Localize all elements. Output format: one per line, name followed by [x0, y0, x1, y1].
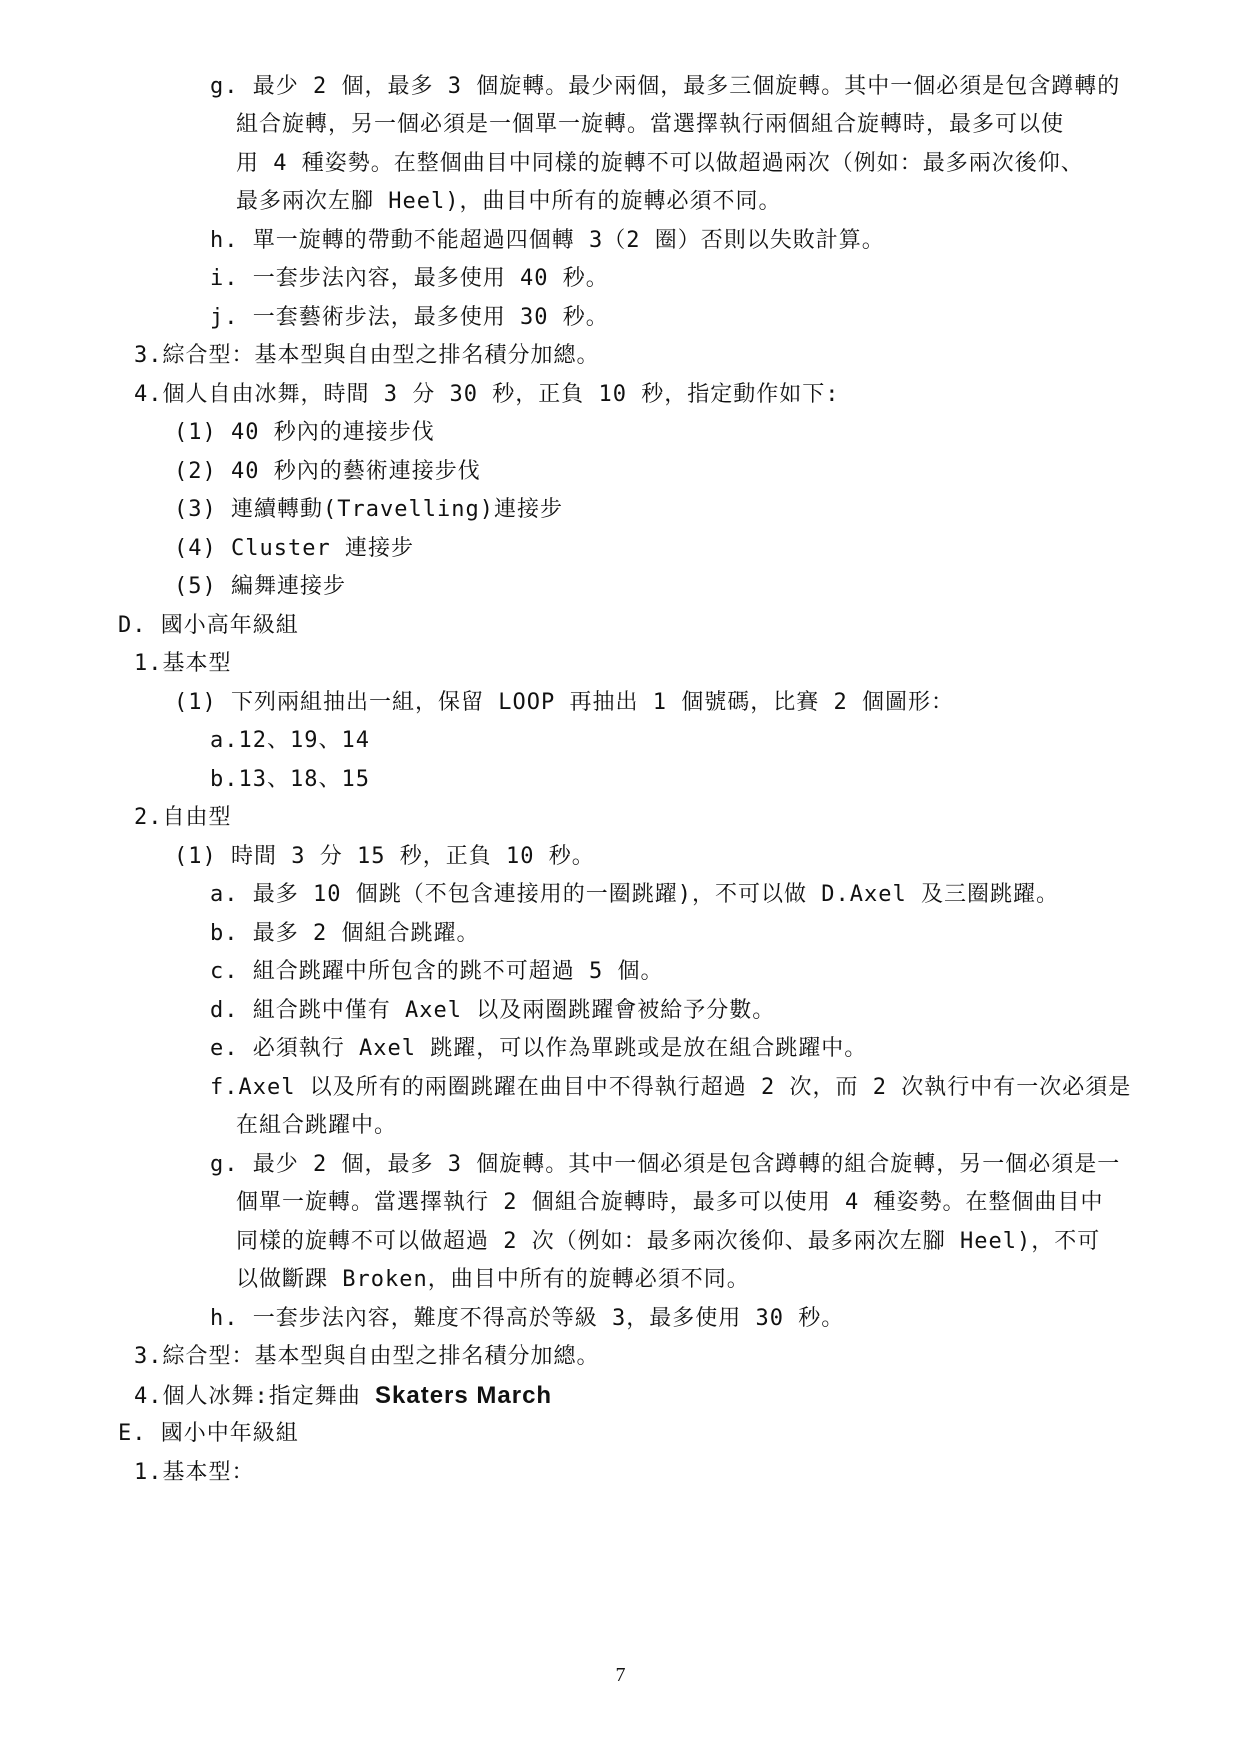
list-item-b — [210, 919, 480, 949]
page-number: 7 — [615, 1664, 626, 1686]
list-item-e — [210, 1034, 867, 1064]
item-text: 自由型 — [162, 805, 232, 830]
sub-item-5 — [174, 572, 346, 602]
song-title: Skaters March — [375, 1382, 553, 1409]
item-text: 一套步法內容，最多使用 40 秒。 — [252, 266, 609, 291]
item-marker: 2. — [134, 805, 163, 830]
item-marker: 1. — [134, 651, 163, 676]
item-marker: i. — [210, 266, 239, 291]
item-marker: j. — [210, 305, 239, 330]
list-item-j — [210, 303, 609, 333]
list-item-continuation — [236, 1111, 397, 1141]
item-marker: (3) — [174, 497, 217, 522]
item-marker: 3. — [134, 343, 163, 368]
item-text: 組合旋轉，另一個必須是一個單一旋轉。當選擇執行兩個組合旋轉時，最多可以使 — [236, 112, 1065, 137]
item-marker: (1) — [174, 844, 217, 869]
item-marker: h. — [210, 1306, 239, 1331]
item-text: 基本型： — [162, 1460, 255, 1485]
item-text: 在組合跳躍中。 — [236, 1113, 398, 1138]
item-marker: (4) — [174, 536, 217, 561]
list-item-g — [210, 1150, 1120, 1180]
item-text: Cluster 連接步 — [231, 536, 414, 561]
item-text: Axel 以及所有的兩圈跳躍在曲目中不得執行超過 2 次，而 2 次執行中有一次必須是 — [238, 1075, 1132, 1100]
list-item-b — [210, 765, 370, 795]
item-marker: (1) — [174, 420, 217, 445]
item-marker: g. — [210, 74, 239, 99]
item-text: 連續轉動(Travelling)連接步 — [231, 497, 563, 522]
numbered-item-1 — [134, 1458, 255, 1488]
item-marker: b. — [210, 921, 239, 946]
item-text: 時間 3 分 15 秒，正負 10 秒。 — [231, 844, 595, 869]
item-text: 同樣的旋轉不可以做超過 2 次（例如：最多兩次後仰、最多兩次左腳 Heel)，不可 — [236, 1229, 1101, 1254]
numbered-item-4 — [134, 1381, 552, 1412]
list-item-i — [210, 264, 609, 294]
section-marker: D. — [118, 613, 147, 638]
item-marker: 4. — [134, 382, 163, 407]
section-title: 國小中年級組 — [160, 1421, 299, 1446]
sub-item-1 — [174, 842, 595, 872]
item-text: 綜合型：基本型與自由型之排名積分加總。 — [162, 1344, 600, 1369]
sub-item-1 — [174, 418, 435, 448]
item-marker: b. — [210, 767, 239, 792]
item-text: 基本型 — [162, 651, 232, 676]
list-item-a — [210, 880, 1059, 910]
item-text: 最少 2 個，最多 3 個旋轉。最少兩個，最多三個旋轉。其中一個必須是包含蹲轉的 — [252, 74, 1121, 99]
item-text: 用 4 種姿勢。在整個曲目中同樣的旋轉不可以做超過兩次（例如：最多兩次後仰、 — [236, 151, 1084, 176]
item-marker: c. — [210, 959, 239, 984]
item-text: 組合跳中僅有 Axel 以及兩圈跳躍會被給予分數。 — [252, 998, 776, 1023]
list-item-g — [210, 72, 1120, 102]
item-text: 組合跳躍中所包含的跳不可超過 5 個。 — [252, 959, 664, 984]
list-item-d — [210, 996, 775, 1026]
item-text: 最少 2 個，最多 3 個旋轉。其中一個必須是包含蹲轉的組合旋轉，另一個必須是一 — [252, 1152, 1121, 1177]
numbered-item-3 — [134, 341, 600, 371]
item-text: 個人冰舞:指定舞曲 — [162, 1384, 375, 1409]
item-marker: (2) — [174, 459, 217, 484]
item-marker: 3. — [134, 1344, 163, 1369]
list-item-h — [210, 1304, 844, 1334]
sub-item-2 — [174, 457, 481, 487]
item-text: 必須執行 Axel 跳躍，可以作為單跳或是放在組合跳躍中。 — [252, 1036, 868, 1061]
numbered-item-2 — [134, 803, 232, 833]
item-marker: (1) — [174, 690, 217, 715]
item-text: 一套步法內容，難度不得高於等級 3，最多使用 30 秒。 — [252, 1306, 845, 1331]
list-item-continuation — [236, 1265, 750, 1295]
list-item-f — [210, 1073, 1131, 1103]
list-item-continuation — [236, 187, 781, 217]
item-marker: a. — [210, 728, 239, 753]
sub-item-1 — [174, 688, 954, 718]
item-marker: d. — [210, 998, 239, 1023]
item-marker: (5) — [174, 574, 217, 599]
list-item-h — [210, 226, 885, 256]
item-text: 最多 10 個跳（不包含連接用的一圈跳躍)，不可以做 D.Axel 及三圈跳躍。 — [252, 882, 1059, 907]
item-text: 個單一旋轉。當選擇執行 2 個組合旋轉時，最多可以使用 4 種姿勢。在整個曲目中 — [236, 1190, 1104, 1215]
item-text: 以做斷踝 Broken，曲目中所有的旋轉必須不同。 — [236, 1267, 750, 1292]
item-marker: g. — [210, 1152, 239, 1177]
numbered-item-4 — [134, 380, 839, 410]
item-marker: e. — [210, 1036, 239, 1061]
list-item-continuation — [236, 1188, 1103, 1218]
item-text: 40 秒內的藝術連接步伐 — [231, 459, 481, 484]
sub-item-4 — [174, 534, 414, 564]
section-heading-d — [118, 611, 299, 641]
item-text: 個人自由冰舞，時間 3 分 30 秒，正負 10 秒，指定動作如下: — [162, 382, 840, 407]
item-text: 13、18、15 — [238, 767, 370, 792]
item-marker: 1. — [134, 1460, 163, 1485]
item-text: 單一旋轉的帶動不能超過四個轉 3（2 圈）否則以失敗計算。 — [252, 228, 885, 253]
item-marker: a. — [210, 882, 239, 907]
sub-item-3 — [174, 495, 563, 525]
item-text: 編舞連接步 — [231, 574, 347, 599]
numbered-item-3 — [134, 1342, 600, 1372]
item-text: 一套藝術步法，最多使用 30 秒。 — [252, 305, 609, 330]
item-text: 12、19、14 — [238, 728, 370, 753]
list-item-a — [210, 726, 370, 756]
item-text: 綜合型：基本型與自由型之排名積分加總。 — [162, 343, 600, 368]
item-marker: h. — [210, 228, 239, 253]
section-title: 國小高年級組 — [160, 613, 299, 638]
section-heading-e — [118, 1419, 299, 1449]
item-text: 最多兩次左腳 Heel)，曲目中所有的旋轉必須不同。 — [236, 189, 782, 214]
item-text: 下列兩組抽出一組，保留 LOOP 再抽出 1 個號碼，比賽 2 個圖形： — [231, 690, 954, 715]
item-marker: 4. — [134, 1384, 163, 1409]
list-item-c — [210, 957, 664, 987]
section-marker: E. — [118, 1421, 147, 1446]
list-item-continuation — [236, 1227, 1100, 1257]
numbered-item-1 — [134, 649, 232, 679]
item-text: 40 秒內的連接步伐 — [231, 420, 435, 445]
list-item-continuation — [236, 110, 1064, 140]
list-item-continuation — [236, 149, 1084, 179]
item-marker: f. — [210, 1075, 239, 1100]
item-text: 最多 2 個組合跳躍。 — [252, 921, 480, 946]
